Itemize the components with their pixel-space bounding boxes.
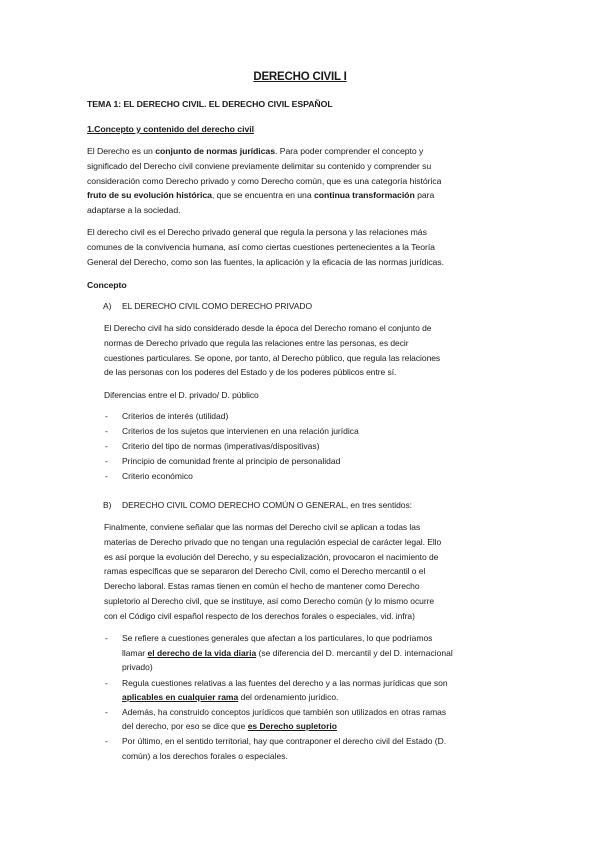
- bold-span: continua transformación: [314, 190, 415, 200]
- list-item: Criterio del tipo de normas (imperativas/dispositivas): [122, 441, 320, 451]
- section-a-line-4: de las personas con los poderes del Estado y de los poderes públicos entre sí.: [104, 367, 397, 377]
- section-a-line-1: El Derecho civil ha sido considerado desde la época del Derecho romano el conjunto de: [104, 323, 432, 333]
- text-span: El Derecho es un: [87, 146, 156, 156]
- concepto-heading: Concepto: [87, 280, 127, 290]
- emphasis-span: el derecho de la vida diaria: [147, 648, 257, 658]
- section-b-line-3: es así porque la evolución del Derecho, y su especialización, provocaron el nacimiento de: [104, 552, 439, 562]
- text-span: llamar: [122, 648, 148, 658]
- bullet-3-line-2: [122, 721, 337, 731]
- paragraph-1-line-1: [87, 145, 423, 157]
- section-b-line-4: ramas específicas que se separaron del Derecho Civil, como el Derecho mercantil o el: [104, 566, 426, 576]
- section-b-line-6: supletorio al Derecho civil, que se instituye, así como Derecho común (y lo mismo ocurre: [104, 596, 435, 606]
- section-a-line-2: normas de Derecho privado que regula las relaciones entre las personas, es decir: [104, 338, 409, 348]
- section-b-line-2: materias de Derecho privado que no tengan una regulación especial de carácter legal. Ello: [104, 537, 442, 547]
- bullet-2-line-2: [122, 692, 338, 702]
- document-title: DERECHO CIVIL I: [253, 71, 347, 83]
- dash-bullet: -: [105, 678, 108, 688]
- bullet-1-line-2: [122, 648, 453, 658]
- paragraph-1-line-5: adaptarse a la sociedad.: [87, 205, 181, 215]
- text-span: del ordenamiento jurídico.: [238, 692, 339, 702]
- bullet-4-line-2: común) a los derechos forales o especiales.: [122, 751, 288, 761]
- text-span: (se diferencia del D. mercantil y del D. internacional: [256, 648, 453, 658]
- list-item: Principio de comunidad frente al principio de personalidad: [122, 456, 341, 466]
- bullet-4-line-1: Por último, en el sentido territorial, hay que contraponer el derecho civil del Estado (D.: [122, 736, 447, 746]
- emphasis-span: es Derecho supletorio: [247, 721, 337, 731]
- dash-bullet: -: [105, 456, 108, 466]
- bullet-1-line-1: Se refiere a cuestiones generales que afectan a los particulares, lo que podríamos: [122, 633, 433, 643]
- emphasis-span: aplicables en cualquier rama: [122, 692, 239, 702]
- section-b-line-7: con el Código civil español respecto de los derechos forales o especiales, vid. infra): [104, 611, 415, 621]
- text-span: , que se encuentra en una: [211, 190, 314, 200]
- paragraph-2-line-1: El derecho civil es el Derecho privado general que regula la persona y las relaciones más: [87, 227, 427, 237]
- bullet-3-line-1: Además, ha construido conceptos jurídicos que también son utilizados en otras ramas: [122, 707, 447, 717]
- text-span: para: [414, 190, 435, 200]
- differences-heading: Diferencias entre el D. privado/ D. público: [104, 390, 259, 400]
- dash-bullet: -: [105, 633, 108, 643]
- section-a-marker: A): [103, 301, 112, 311]
- text-span: . Para poder comprender el concepto y: [274, 146, 424, 156]
- text-span: , en tres sentidos:: [345, 500, 412, 510]
- list-item: Criterios de interés (utilidad): [122, 411, 229, 421]
- paragraph-1-line-3: consideración como Derecho privado y como Derecho común, que es una categoría histórica: [87, 176, 442, 186]
- bullet-1-line-3: privado): [122, 662, 153, 672]
- section-a-heading: EL DERECHO CIVIL COMO DERECHO PRIVADO: [122, 301, 313, 311]
- section-b-line-5: Derecho laboral. Estas ramas tienen en común el hecho de mantener como Derecho: [104, 581, 420, 591]
- dash-bullet: -: [105, 441, 108, 451]
- section-b-marker: B): [103, 500, 112, 510]
- dash-bullet: -: [105, 426, 108, 436]
- dash-bullet: -: [105, 411, 108, 421]
- paragraph-1-line-4: [87, 189, 434, 201]
- section-a-line-3: cuestiones particulares. Se opone, por tanto, al Derecho público, que regula las relaciones: [104, 353, 441, 363]
- dash-bullet: -: [105, 736, 108, 746]
- paragraph-1-line-2: significado del Derecho civil conviene previamente delimitar su contenido y comprender su: [87, 161, 432, 171]
- dash-bullet: -: [105, 471, 108, 481]
- section-b-line-1: Finalmente, conviene señalar que las normas del Derecho civil se aplican a todas las: [104, 522, 421, 532]
- list-item: Criterio económico: [122, 471, 193, 481]
- section-b-heading: [122, 499, 412, 511]
- bullet-2-line-1: Regula cuestiones relativas a las fuentes del derecho y a las normas jurídicas que son: [122, 678, 448, 688]
- list-item: Criterios de los sujetos que intervienen en una relación jurídica: [122, 426, 359, 436]
- section-heading-1: 1.Concepto y contenido del derecho civil: [87, 124, 254, 134]
- text-span: DERECHO CIVIL COMO DERECHO COMÚN O GENERAL: [122, 500, 346, 510]
- bold-span: fruto de su evolución histórica: [87, 190, 212, 200]
- text-span: del derecho, por eso se dice que: [122, 721, 248, 731]
- paragraph-2-line-3: General del Derecho, como son las fuentes, la aplicación y la eficacia de las normas jurídicas.: [87, 257, 444, 267]
- dash-bullet: -: [105, 707, 108, 717]
- bold-span: conjunto de normas jurídicas: [155, 146, 275, 156]
- tema-heading: TEMA 1: EL DERECHO CIVIL. EL DERECHO CIVIL ESPAÑOL: [87, 99, 333, 109]
- paragraph-2-line-2: comunes de la convivencia humana, así como ciertas cuestiones pertenecientes a la Teoría: [87, 242, 435, 252]
